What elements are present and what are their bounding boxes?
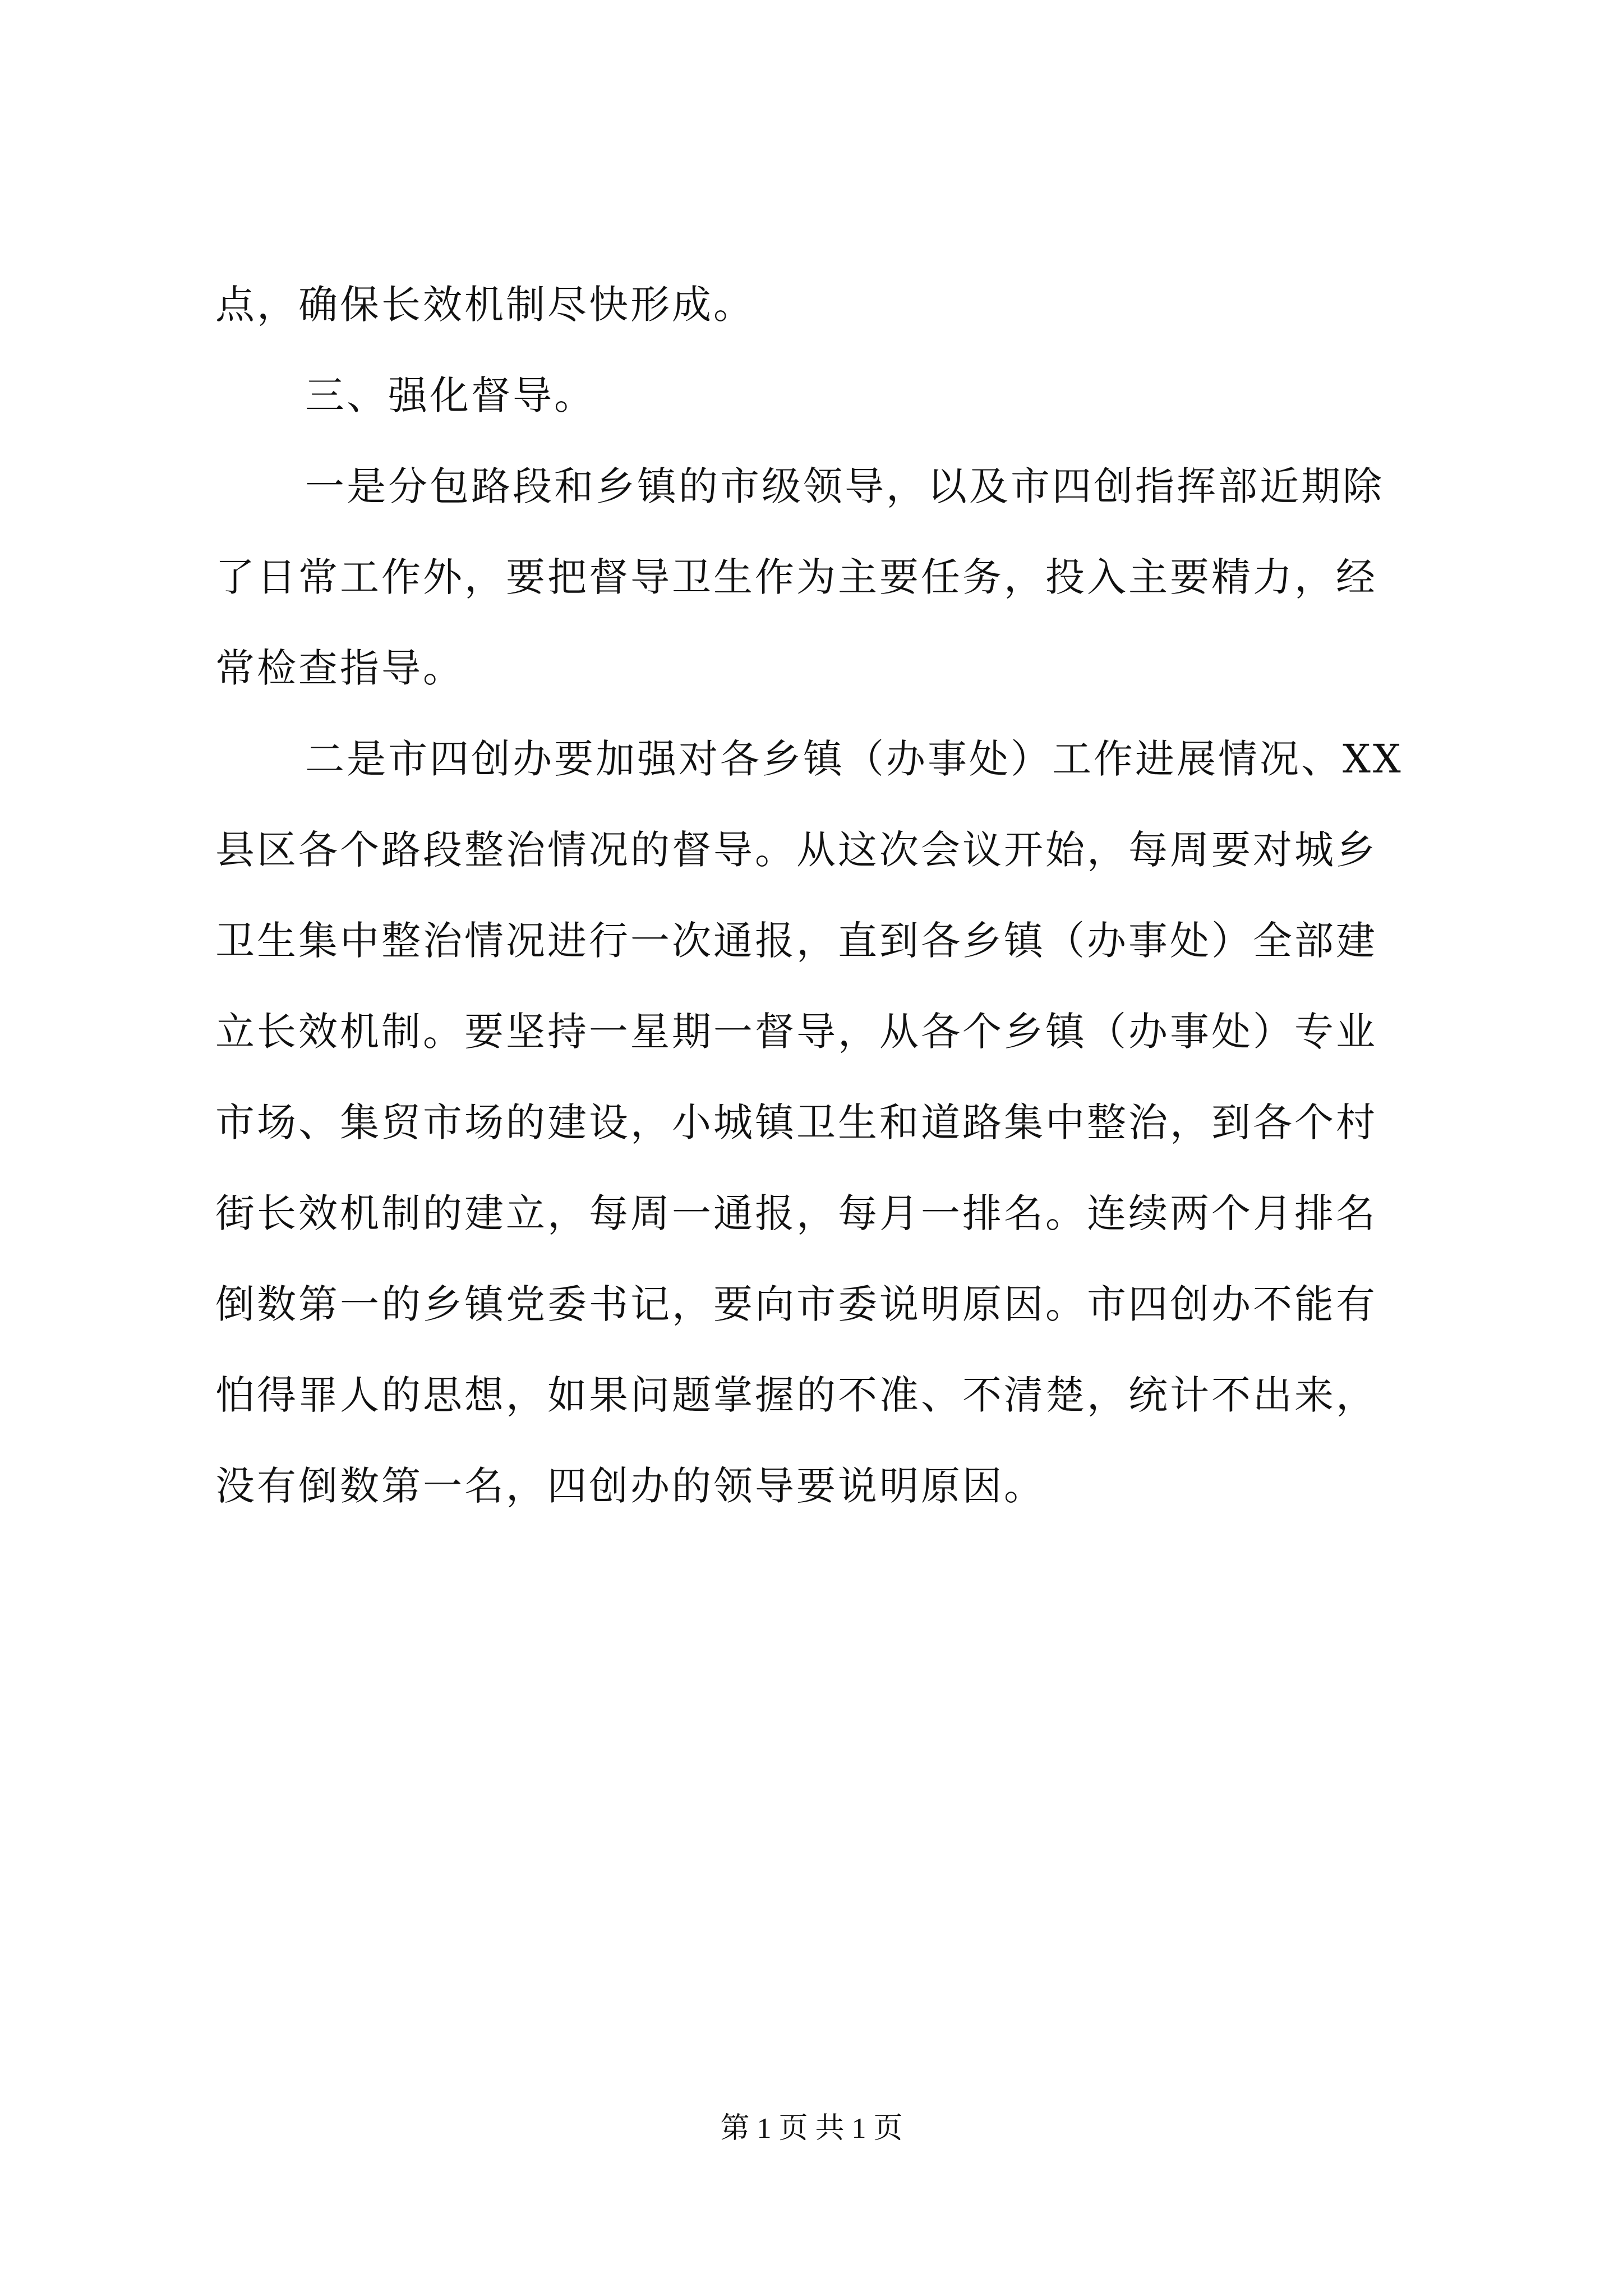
- paragraph-line: 一是分包路段和乡镇的市级领导，以及市四创指挥部近期除: [305, 463, 1384, 509]
- paragraph-line: 二是市四创办要加强对各乡镇（办事处）工作进展情况、XX: [305, 736, 1403, 782]
- paragraph-line: 常检查指导。: [215, 645, 464, 691]
- paragraph-continuation-line: 点，确保长效机制尽快形成。: [215, 282, 755, 328]
- paragraph-line: 市场、集贸市场的建设，小城镇卫生和道路集中整治，到各个村: [215, 1099, 1377, 1145]
- paragraph-line: 街长效机制的建立，每周一通报，每月一排名。连续两个月排名: [215, 1190, 1377, 1236]
- paragraph-line: 县区各个路段整治情况的督导。从这次会议开始，每周要对城乡: [215, 827, 1377, 873]
- paragraph-line: 了日常工作外，要把督导卫生作为主要任务，投入主要精力，经: [215, 554, 1377, 600]
- paragraph-line: 立长效机制。要坚持一星期一督导，从各个乡镇（办事处）专业: [215, 1009, 1377, 1055]
- paragraph-line: 倒数第一的乡镇党委书记，要向市委说明原因。市四创办不能有: [215, 1281, 1377, 1327]
- page-number-footer: 第 1 页 共 1 页: [720, 2113, 903, 2145]
- paragraph-line: 卫生集中整治情况进行一次通报，直到各乡镇（办事处）全部建: [215, 918, 1377, 964]
- section-heading: 三、强化督导。: [305, 372, 596, 418]
- document-body: [215, 259, 1421, 1531]
- paragraph-line: 没有倒数第一名，四创办的领导要说明原因。: [215, 1463, 1045, 1509]
- paragraph-line: 怕得罪人的思想，如果问题掌握的不准、不清楚，统计不出来，: [215, 1372, 1377, 1418]
